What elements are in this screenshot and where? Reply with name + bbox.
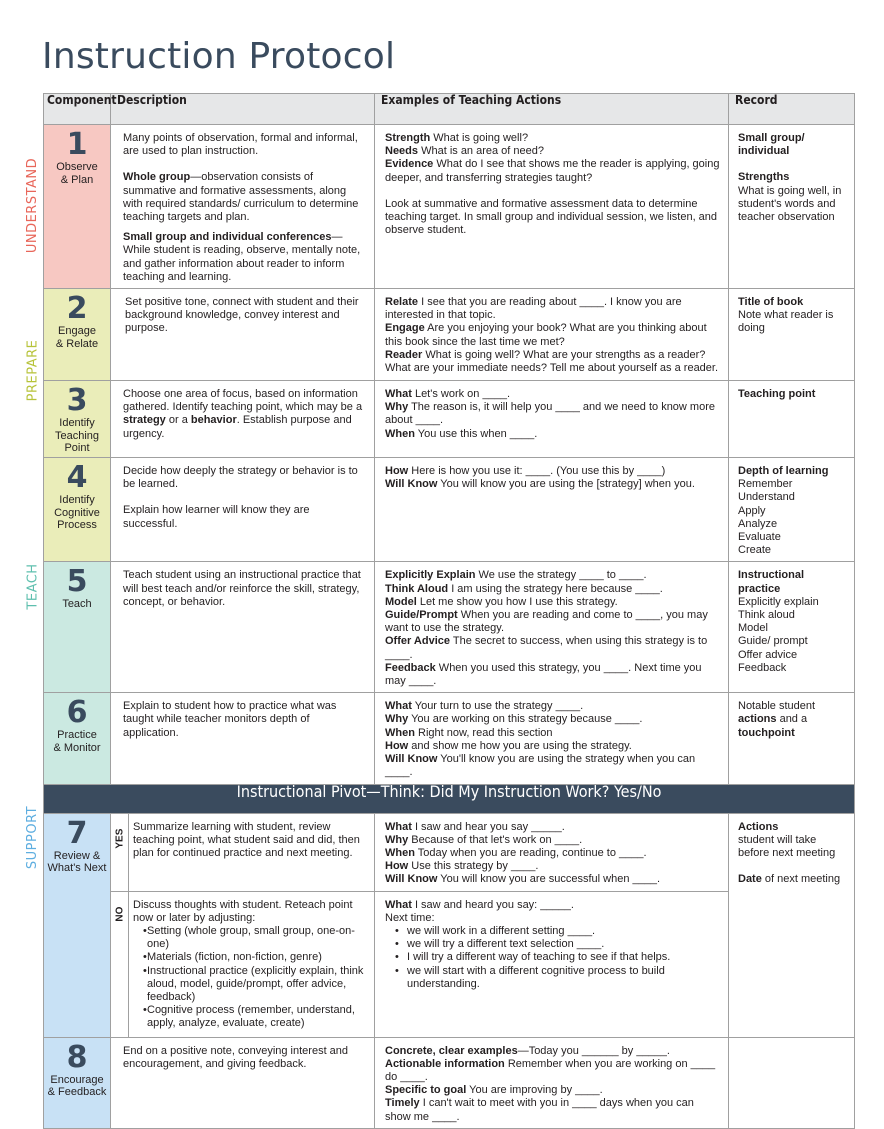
example-line: When Right now, read this section [385, 726, 553, 739]
protocol-table [43, 93, 855, 1129]
record-cell [729, 125, 855, 289]
list-item: • Cognitive process (remember, understand, apply, analyze, evaluate, create) [133, 1004, 364, 1030]
record-heading: Small group/ individual [738, 132, 805, 158]
table-row [44, 289, 855, 381]
description-cell [111, 1037, 375, 1128]
record-heading: Depth of learning [738, 465, 829, 478]
component-name: & Relate [55, 337, 99, 350]
examples-cell [375, 562, 729, 693]
example-line: Will Know You will know you are successful when ____. [385, 873, 661, 886]
example-line: Why You are working on this strategy because ____. [385, 713, 643, 726]
example-line: What Let's work on ____. [385, 388, 510, 401]
adjust-list [133, 925, 364, 1031]
example-line: Will Know You will know you are using the [strategy] when you. [385, 478, 695, 491]
description-text: Explain how learner will know they are successful. [123, 504, 310, 530]
description-text: Many points of observation, formal and informal, are used to plan instruction. [123, 132, 358, 158]
list-item: • Instructional practice (explicitly explain, think aloud, model, guide/prompt, offer advice, feedback) [133, 965, 364, 1005]
record-item: Remember [738, 478, 793, 491]
description-text: Whole group—observation consists of summative and formative assessments, along with required standards/ curriculum to determine teaching targets and plan. [123, 171, 359, 224]
component-name: & Monitor [53, 741, 101, 754]
example-line: What I saw and hear you say _____. [385, 820, 565, 833]
example-line: Engage Are you enjoying your book? What are you thinking about this book since the last time we met? [385, 322, 707, 348]
component-name: & Feedback [47, 1086, 107, 1099]
table-row [44, 813, 855, 891]
phase-label-prepare: PREPARE [25, 339, 41, 402]
table-row [44, 1037, 855, 1128]
header-row [44, 94, 855, 125]
description-text: End on a positive note, conveying interest and encouragement, and giving feedback. [123, 1044, 349, 1070]
examples-cell [375, 693, 729, 784]
record-cell [729, 381, 855, 458]
component-name: Teach [62, 598, 92, 611]
component-name: Practice [57, 729, 97, 742]
page-title: Instruction Protocol [42, 36, 396, 77]
example-line: When Today when you are reading, continue to ____. [385, 846, 647, 859]
example-line: Concrete, clear examples—Today you ______ by _____. [385, 1044, 670, 1057]
description-text: Explain to student how to practice what was taught while teacher monitors depth of application. [123, 700, 337, 739]
example-line: How Use this strategy by ____. [385, 860, 539, 873]
description-text: Discuss thoughts with student. Reteach point now or later by adjusting: [133, 898, 353, 924]
table-row [44, 458, 855, 562]
record-cell [729, 1037, 855, 1128]
example-line: Explicitly Explain We use the strategy ____ to ____. [385, 569, 647, 582]
component-cell [44, 1037, 111, 1128]
component-name: Identify [59, 494, 95, 507]
component-name: & Plan [60, 173, 94, 186]
list-item: • we will try a different text selection ____. [385, 938, 720, 951]
component-name: Cognitive [54, 506, 100, 519]
example-line: Guide/Prompt When you are reading and come to ____, you may want to use the strategy. [385, 609, 708, 635]
description-cell [129, 813, 375, 891]
record-heading: Teaching point [738, 388, 816, 401]
header-examples: Examples of Teaching Actions [375, 94, 729, 125]
component-name: What's Next [47, 862, 107, 874]
example-line: Why Because of that let's work on ____. [385, 833, 583, 846]
list-item: • we will work in a different setting ____. [385, 925, 720, 938]
example-line: Offer Advice The secret to success, when using this strategy is to ____. [385, 635, 708, 661]
examples-cell [375, 1037, 729, 1128]
next-time-list [385, 925, 720, 991]
component-name: Encourage [50, 1073, 104, 1086]
description-cell [129, 891, 375, 1037]
list-item: • Setting (whole group, small group, one-on-one) [133, 925, 364, 951]
example-line: What I saw and heard you say: _____. [385, 898, 574, 911]
phase-label-support: SUPPORT [25, 805, 41, 870]
example-line: Feedback When you used this strategy, you ____. Next time you may ____. [385, 661, 702, 688]
record-item: Analyze [738, 517, 778, 530]
example-line: Model Let me show you how I use this strategy. [385, 595, 618, 608]
record-item: Create [738, 544, 772, 557]
record-text: What is going well, in student's words and teacher observation [738, 184, 842, 224]
record-text: Note what reader is doing [738, 309, 834, 335]
record-item: Understand [738, 491, 795, 504]
record-item: Guide/ prompt [738, 635, 808, 648]
record-cell [729, 813, 855, 1037]
yes-label-cell [111, 813, 129, 891]
pivot-row [44, 784, 855, 813]
instructional-pivot-banner: Instructional Pivot—Think: Did My Instruction Work? Yes/No [44, 784, 855, 813]
description-cell [111, 562, 375, 693]
example-line: What Your turn to use the strategy ____. [385, 700, 584, 713]
record-cell [729, 458, 855, 562]
record-item: Evaluate [738, 531, 781, 544]
record-cell [729, 693, 855, 784]
description-text: Set positive tone, connect with student and their background knowledge, convey interest and purpose. [125, 296, 359, 335]
description-text: Small group and individual conferences—While student is reading, observe, mentally note, and gather information about reader to inform teaching and learning. [123, 231, 361, 283]
examples-cell [375, 381, 729, 458]
description-cell [111, 289, 375, 381]
record-heading: Instructional practice [738, 569, 805, 595]
example-line: Think Aloud I am using the strategy here because ____. [385, 582, 663, 595]
component-name: Review & [53, 849, 101, 862]
yes-label: YES [113, 828, 125, 849]
description-text: Decide how deeply the strategy or behavior is to be learned. [123, 465, 358, 491]
component-number: 5 [66, 564, 88, 600]
description-cell [111, 381, 375, 458]
table-row [44, 693, 855, 784]
header-record: Record [729, 94, 855, 125]
example-line: How Here is how you use it: ____. (You use this by ____) [385, 465, 666, 478]
component-number: 2 [66, 291, 88, 327]
record-text: Date of next meeting [738, 873, 841, 886]
example-line: How and show me how you are using the strategy. [385, 739, 632, 752]
record-cell [729, 562, 855, 693]
component-name: Process [57, 519, 97, 532]
record-item: Explicitly explain [738, 595, 819, 608]
record-text: Notable student actions and a touchpoint [738, 700, 816, 739]
component-number: 1 [66, 127, 88, 162]
component-cell [44, 562, 111, 693]
component-cell [44, 693, 111, 784]
example-line: Next time: [385, 911, 435, 924]
examples-cell [375, 125, 729, 289]
list-item: • we will start with a different cognitive process to build understanding. [385, 965, 720, 991]
example-line: Actionable information Remember when you are working on ____ do ____. [385, 1057, 716, 1083]
description-text: Teach student using an instructional practice that will best teach and/or reinforce the skill, strategy, concept, or behavior. [123, 569, 361, 608]
examples-cell [375, 289, 729, 381]
component-name: Observe [56, 161, 98, 173]
table-row [44, 562, 855, 693]
example-line: Timely I can't wait to meet with you in ____ days when you can show me ____. [385, 1097, 694, 1123]
record-heading: Title of book [738, 296, 804, 309]
description-text: Choose one area of focus, based on information gathered. Identify teaching point, which may be a strategy or a behavior. Establish purpose and urgency. [123, 388, 363, 440]
component-number: 6 [66, 695, 88, 731]
component-cell [44, 125, 111, 289]
example-line: Relate I see that you are reading about ____. I know you are interested in that topic. [385, 296, 682, 322]
record-item: Feedback [738, 661, 787, 674]
component-number: 4 [66, 460, 88, 496]
record-heading: Strengths [738, 171, 790, 184]
record-text: student will take before next meeting [738, 833, 836, 859]
phase-label-understand: UNDERSTAND [25, 157, 41, 253]
record-item: Apply [738, 504, 766, 517]
component-cell [44, 813, 111, 1037]
examples-cell [375, 891, 729, 1037]
component-name: Point [64, 442, 90, 455]
table-row [44, 381, 855, 458]
no-label: NO [113, 906, 125, 922]
description-cell [111, 125, 375, 289]
component-number: 7 [66, 815, 88, 851]
component-cell [44, 458, 111, 562]
list-item: • Materials (fiction, non-fiction, genre) [133, 951, 364, 964]
component-name: Engage [58, 325, 96, 338]
examples-cell [375, 458, 729, 562]
component-cell [44, 289, 111, 381]
header-description: Description [111, 94, 375, 125]
example-line: Will Know You'll know you are using the strategy when you can ____. [385, 753, 696, 779]
record-item: Think aloud [738, 609, 795, 622]
example-line: Why The reason is, it will help you ____ and we need to know more about ____. [385, 401, 715, 427]
example-line: Specific to goal You are improving by ____. [385, 1084, 603, 1097]
record-cell [729, 289, 855, 381]
component-cell [44, 381, 111, 458]
phase-label-teach: TEACH [25, 562, 41, 610]
table-row [44, 125, 855, 289]
record-heading: Actions [738, 820, 779, 833]
example-line: Reader What is going well? What are your strengths as a reader? What are your immediate needs? Tell me about yourself as a reader. [385, 348, 719, 375]
example-line: Evidence What do I see that shows me the reader is applying, going deeper, and transferring strategies taught? [385, 158, 720, 184]
header-component: Component [44, 94, 111, 125]
component-name: Teaching [54, 429, 100, 442]
example-line: Strength What is going well? [385, 132, 529, 144]
component-number: 3 [66, 383, 88, 419]
description-cell [111, 693, 375, 784]
component-number: 8 [66, 1039, 88, 1075]
record-item: Model [738, 622, 768, 635]
list-item: • I will try a different way of teaching to see if that helps. [385, 951, 720, 964]
no-label-cell [111, 891, 129, 1037]
component-name: Identify [59, 417, 95, 430]
description-cell [111, 458, 375, 562]
examples-cell [375, 813, 729, 891]
example-line: When You use this when ____. [385, 427, 538, 440]
example-text: Look at summative and formative assessment data to determine teaching target. In small group and individual session, we listen, and observe student. [385, 197, 718, 237]
example-line: Needs What is an area of need? [385, 145, 544, 158]
description-text: Summarize learning with student, review teaching point, what student said and did, then plan for continued practice and next meeting. [133, 820, 360, 859]
record-item: Offer advice [738, 648, 798, 661]
